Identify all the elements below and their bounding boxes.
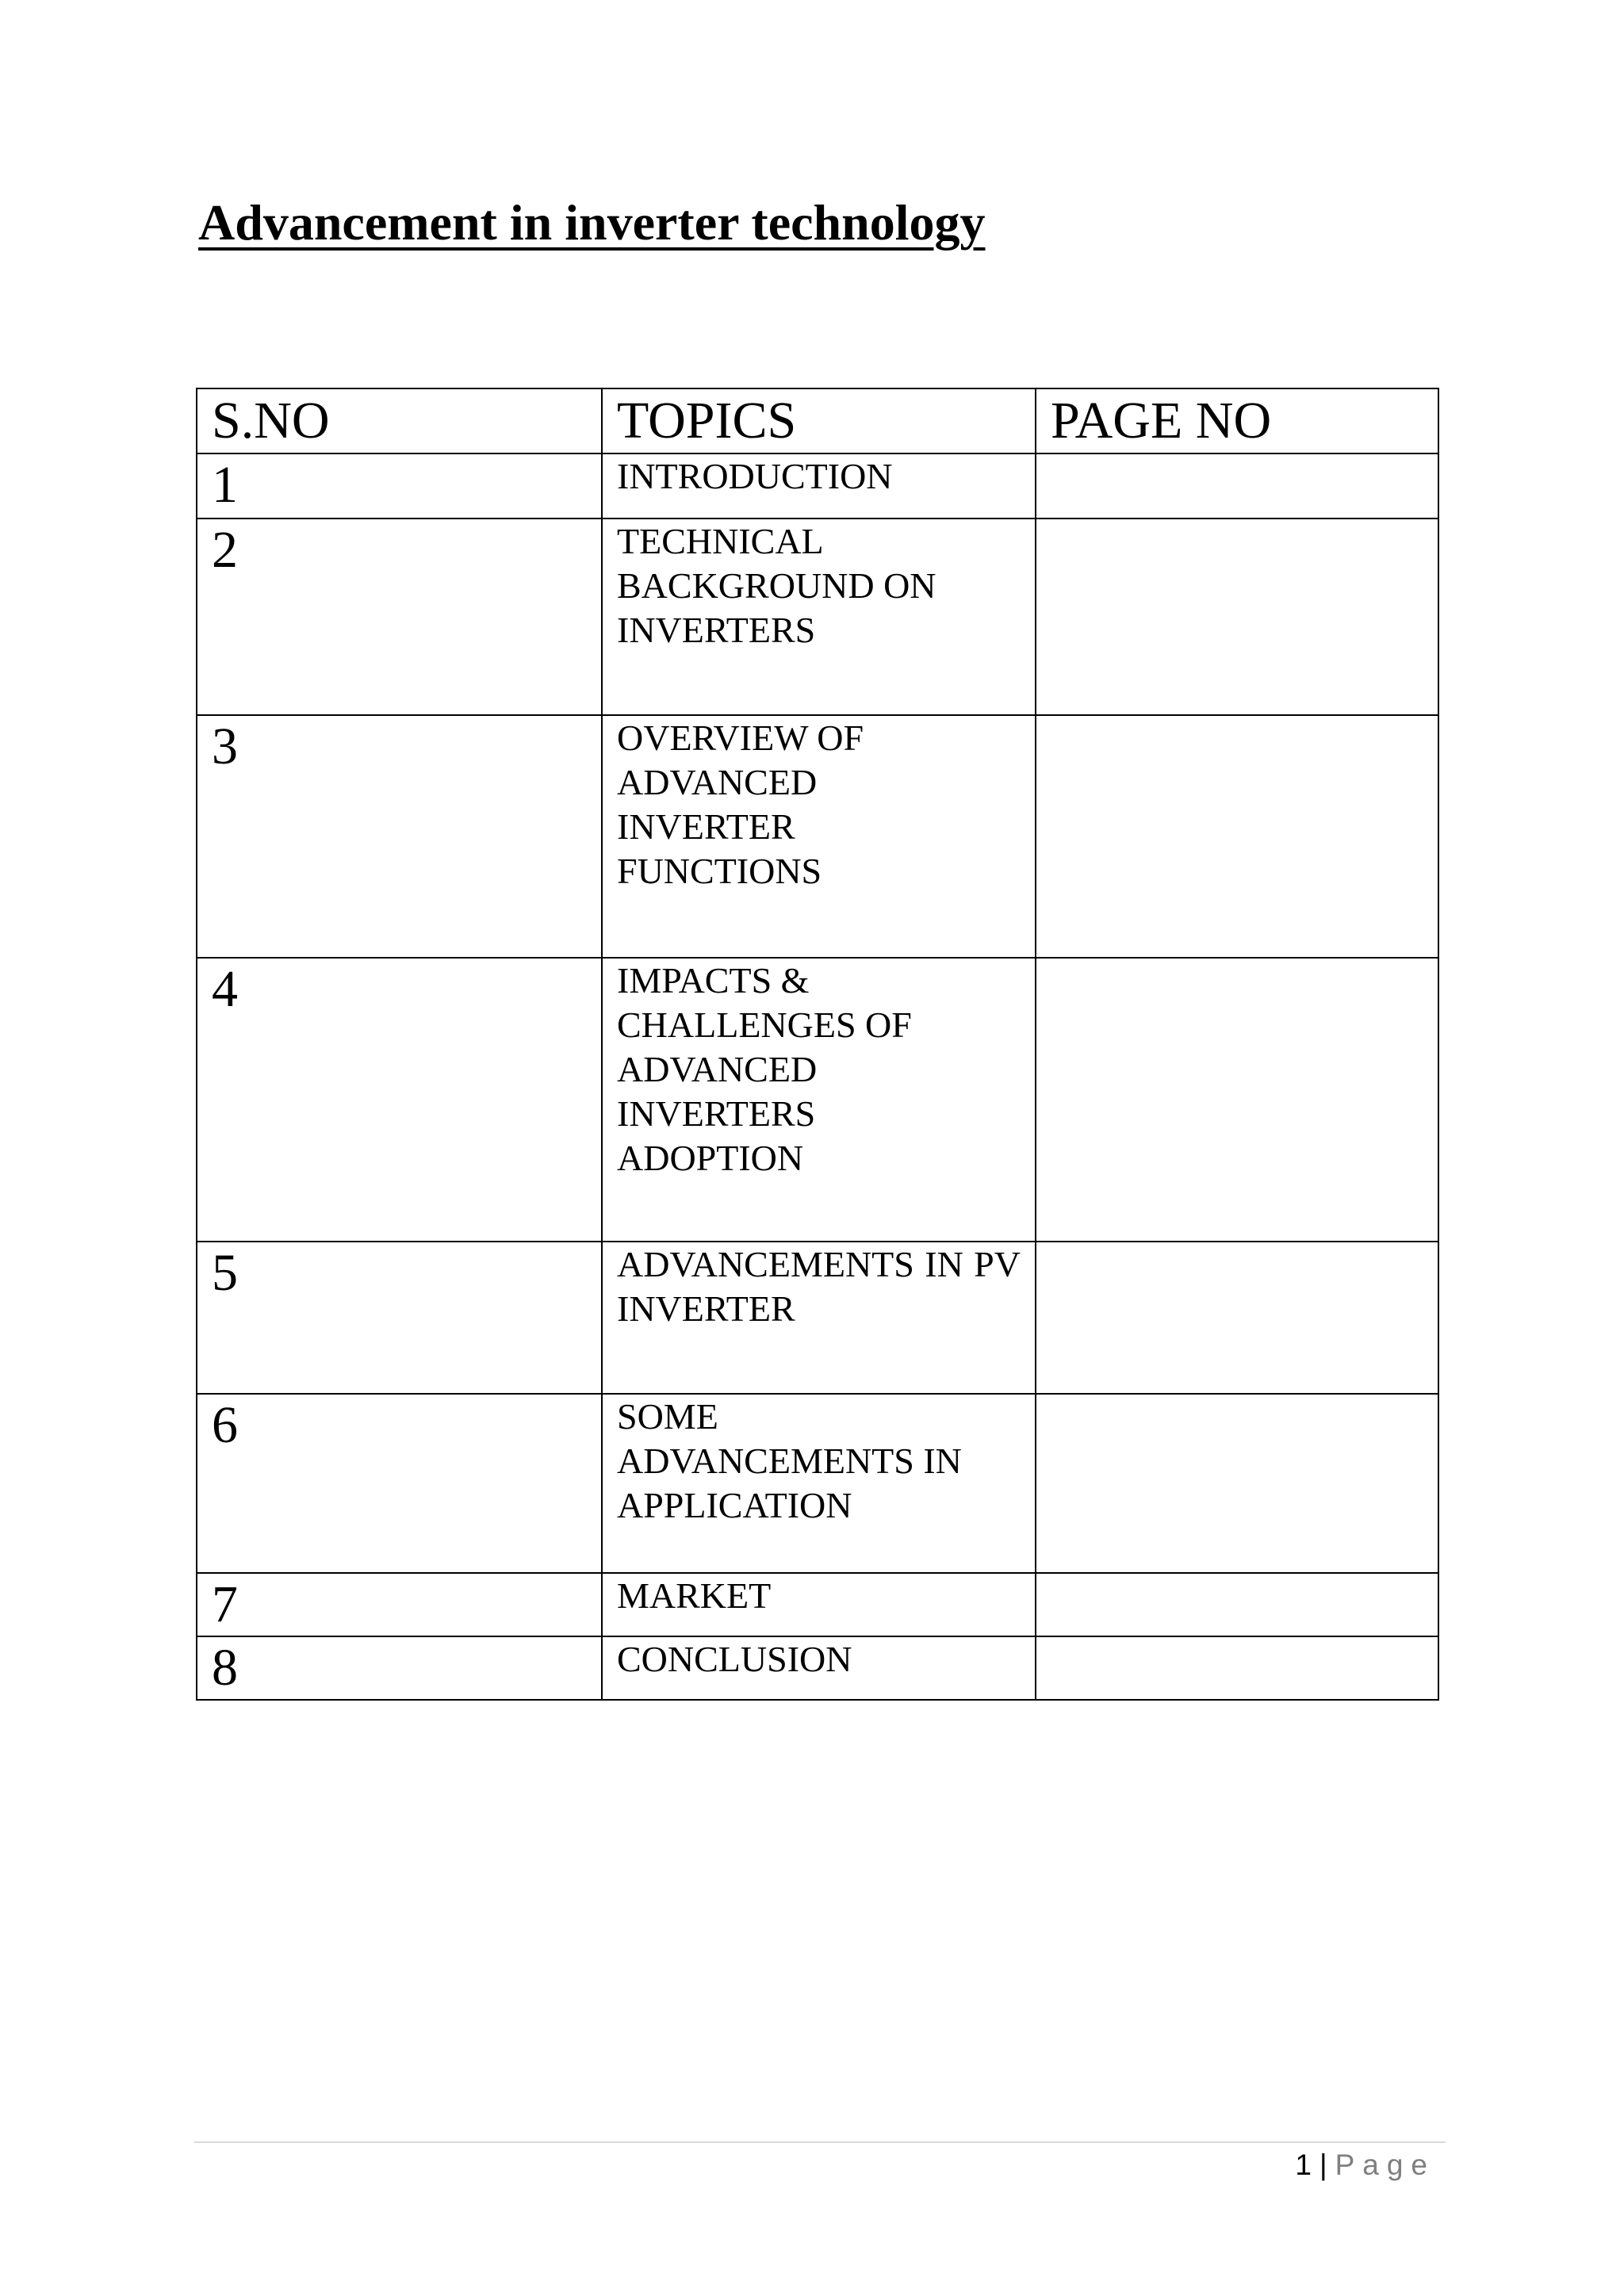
- table-row: [197, 958, 1438, 1242]
- sno-cell: [197, 1394, 602, 1573]
- header-page-no: PAGE NO: [1051, 392, 1272, 450]
- table-header-row: [197, 388, 1438, 453]
- table-of-contents: [196, 388, 1439, 1701]
- topic-cell: [602, 1636, 1036, 1700]
- row-sno: 1: [212, 456, 238, 514]
- sno-cell: [197, 453, 602, 519]
- row-sno: 8: [212, 1639, 238, 1697]
- topic-cell: [602, 453, 1036, 519]
- row-sno: 2: [212, 521, 238, 579]
- document-title: Advancement in inverter technology: [198, 194, 986, 251]
- table-row: [197, 519, 1438, 715]
- page-cell: [1036, 1394, 1438, 1573]
- row-topic: MARKET: [617, 1575, 772, 1616]
- page-label: Page: [1335, 2149, 1435, 2181]
- page-cell: [1036, 1573, 1438, 1636]
- page-cell: [1036, 958, 1438, 1242]
- topic-cell: [602, 715, 1036, 958]
- page-cell: [1036, 1636, 1438, 1700]
- table-row: [197, 1573, 1438, 1636]
- topic-cell: [602, 1573, 1036, 1636]
- row-sno: 6: [212, 1396, 238, 1454]
- row-sno: 5: [212, 1244, 238, 1302]
- page-footer: [1295, 2147, 1435, 2183]
- row-topic: SOME ADVANCEMENTS IN APPLICATION: [617, 1396, 962, 1525]
- topic-cell: [602, 519, 1036, 715]
- header-cell-sno: [197, 388, 602, 453]
- header-topics: TOPICS: [617, 392, 797, 450]
- page-cell: [1036, 519, 1438, 715]
- sno-cell: [197, 1242, 602, 1394]
- topic-cell: [602, 1394, 1036, 1573]
- table-row: [197, 1636, 1438, 1700]
- footer-divider: [194, 2141, 1446, 2143]
- row-sno: 4: [212, 960, 238, 1018]
- topic-cell: [602, 1242, 1036, 1394]
- row-sno: 7: [212, 1575, 238, 1633]
- table-row: [197, 715, 1438, 958]
- header-sno: S.NO: [212, 392, 330, 450]
- row-sno: 3: [212, 718, 238, 775]
- row-topic: INTRODUCTION: [617, 456, 893, 496]
- row-topic: CONCLUSION: [617, 1639, 852, 1679]
- row-topic: OVERVIEW OF ADVANCED INVERTER FUNCTIONS: [617, 718, 864, 891]
- header-cell-topics: [602, 388, 1036, 453]
- table-row: [197, 453, 1438, 519]
- sno-cell: [197, 1636, 602, 1700]
- row-topic: ADVANCEMENTS IN PV INVERTER: [617, 1244, 1021, 1329]
- header-cell-page-no: [1036, 388, 1438, 453]
- sno-cell: [197, 519, 602, 715]
- footer-separator: |: [1319, 2149, 1327, 2181]
- table-row: [197, 1242, 1438, 1394]
- page-cell: [1036, 715, 1438, 958]
- page-cell: [1036, 1242, 1438, 1394]
- table-row: [197, 1394, 1438, 1573]
- row-topic: TECHNICAL BACKGROUND ON INVERTERS: [617, 521, 936, 650]
- sno-cell: [197, 1573, 602, 1636]
- sno-cell: [197, 715, 602, 958]
- row-topic: IMPACTS & CHALLENGES OF ADVANCED INVERTERS ADOPTION: [617, 960, 912, 1178]
- page-number: 1: [1295, 2149, 1312, 2181]
- topic-cell: [602, 958, 1036, 1242]
- sno-cell: [197, 958, 602, 1242]
- page-cell: [1036, 453, 1438, 519]
